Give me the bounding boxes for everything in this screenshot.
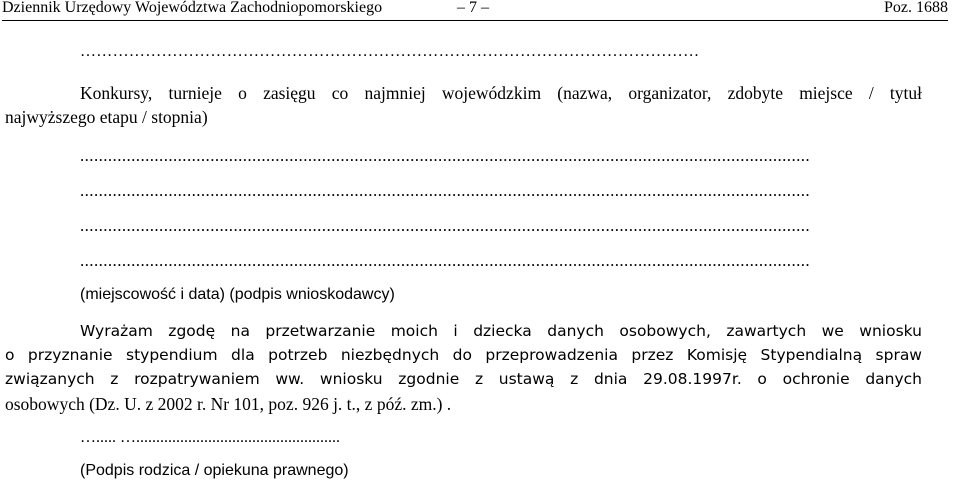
page-header (2, 0, 948, 21)
parent-signature-caption: (Podpis rodzica / opiekuna prawnego) (80, 462, 349, 479)
fill-line-3: ............................................................................................................................................................. (80, 216, 811, 235)
contest-line-1: Konkursy, turnieje o zasięgu co najmniej wojewódzkim (nazwa, organizator, zdobyte miejsce / tytuł (80, 83, 922, 103)
consent-line-4: osobowych (Dz. U. z 2002 r. Nr 101, poz. 926 j. t., z póź. zm.) . (5, 394, 452, 414)
consent-line-2: o przyznanie stypendium dla potrzeb niezbędnych do przeprowadzenia przez Komisję Stypendialną spraw (5, 346, 922, 364)
parent-signature-dots: …..... …................................................... (80, 429, 340, 446)
fill-line-2: ............................................................................................................................................................. (80, 181, 811, 200)
dots-top: …………………………………………………………………………………………………… (80, 43, 700, 60)
consent-line-3: związanych z rozpatrywaniem ww. wniosku zgodnie z ustawą z dnia 29.08.1997r. o ochronie danych (5, 370, 922, 388)
position-number: Poz. 1688 (884, 0, 948, 16)
fill-line-1: ............................................................................................................................................................. (80, 146, 811, 165)
fill-line-4: ............................................................................................................................................................. (80, 251, 811, 270)
page-marker: – 7 – (457, 0, 489, 16)
journal-title: Dziennik Urzędowy Województwa Zachodniopomorskiego (2, 0, 383, 16)
signature-caption: (miejscowość i data) (podpis wnioskodawcy) (80, 286, 395, 303)
consent-line-1: Wyrażam zgodę na przetwarzanie moich i dziecka danych osobowych, zawartych we wniosku (80, 322, 922, 340)
contest-line-2: najwyższego etapu / stopnia) (5, 107, 208, 127)
